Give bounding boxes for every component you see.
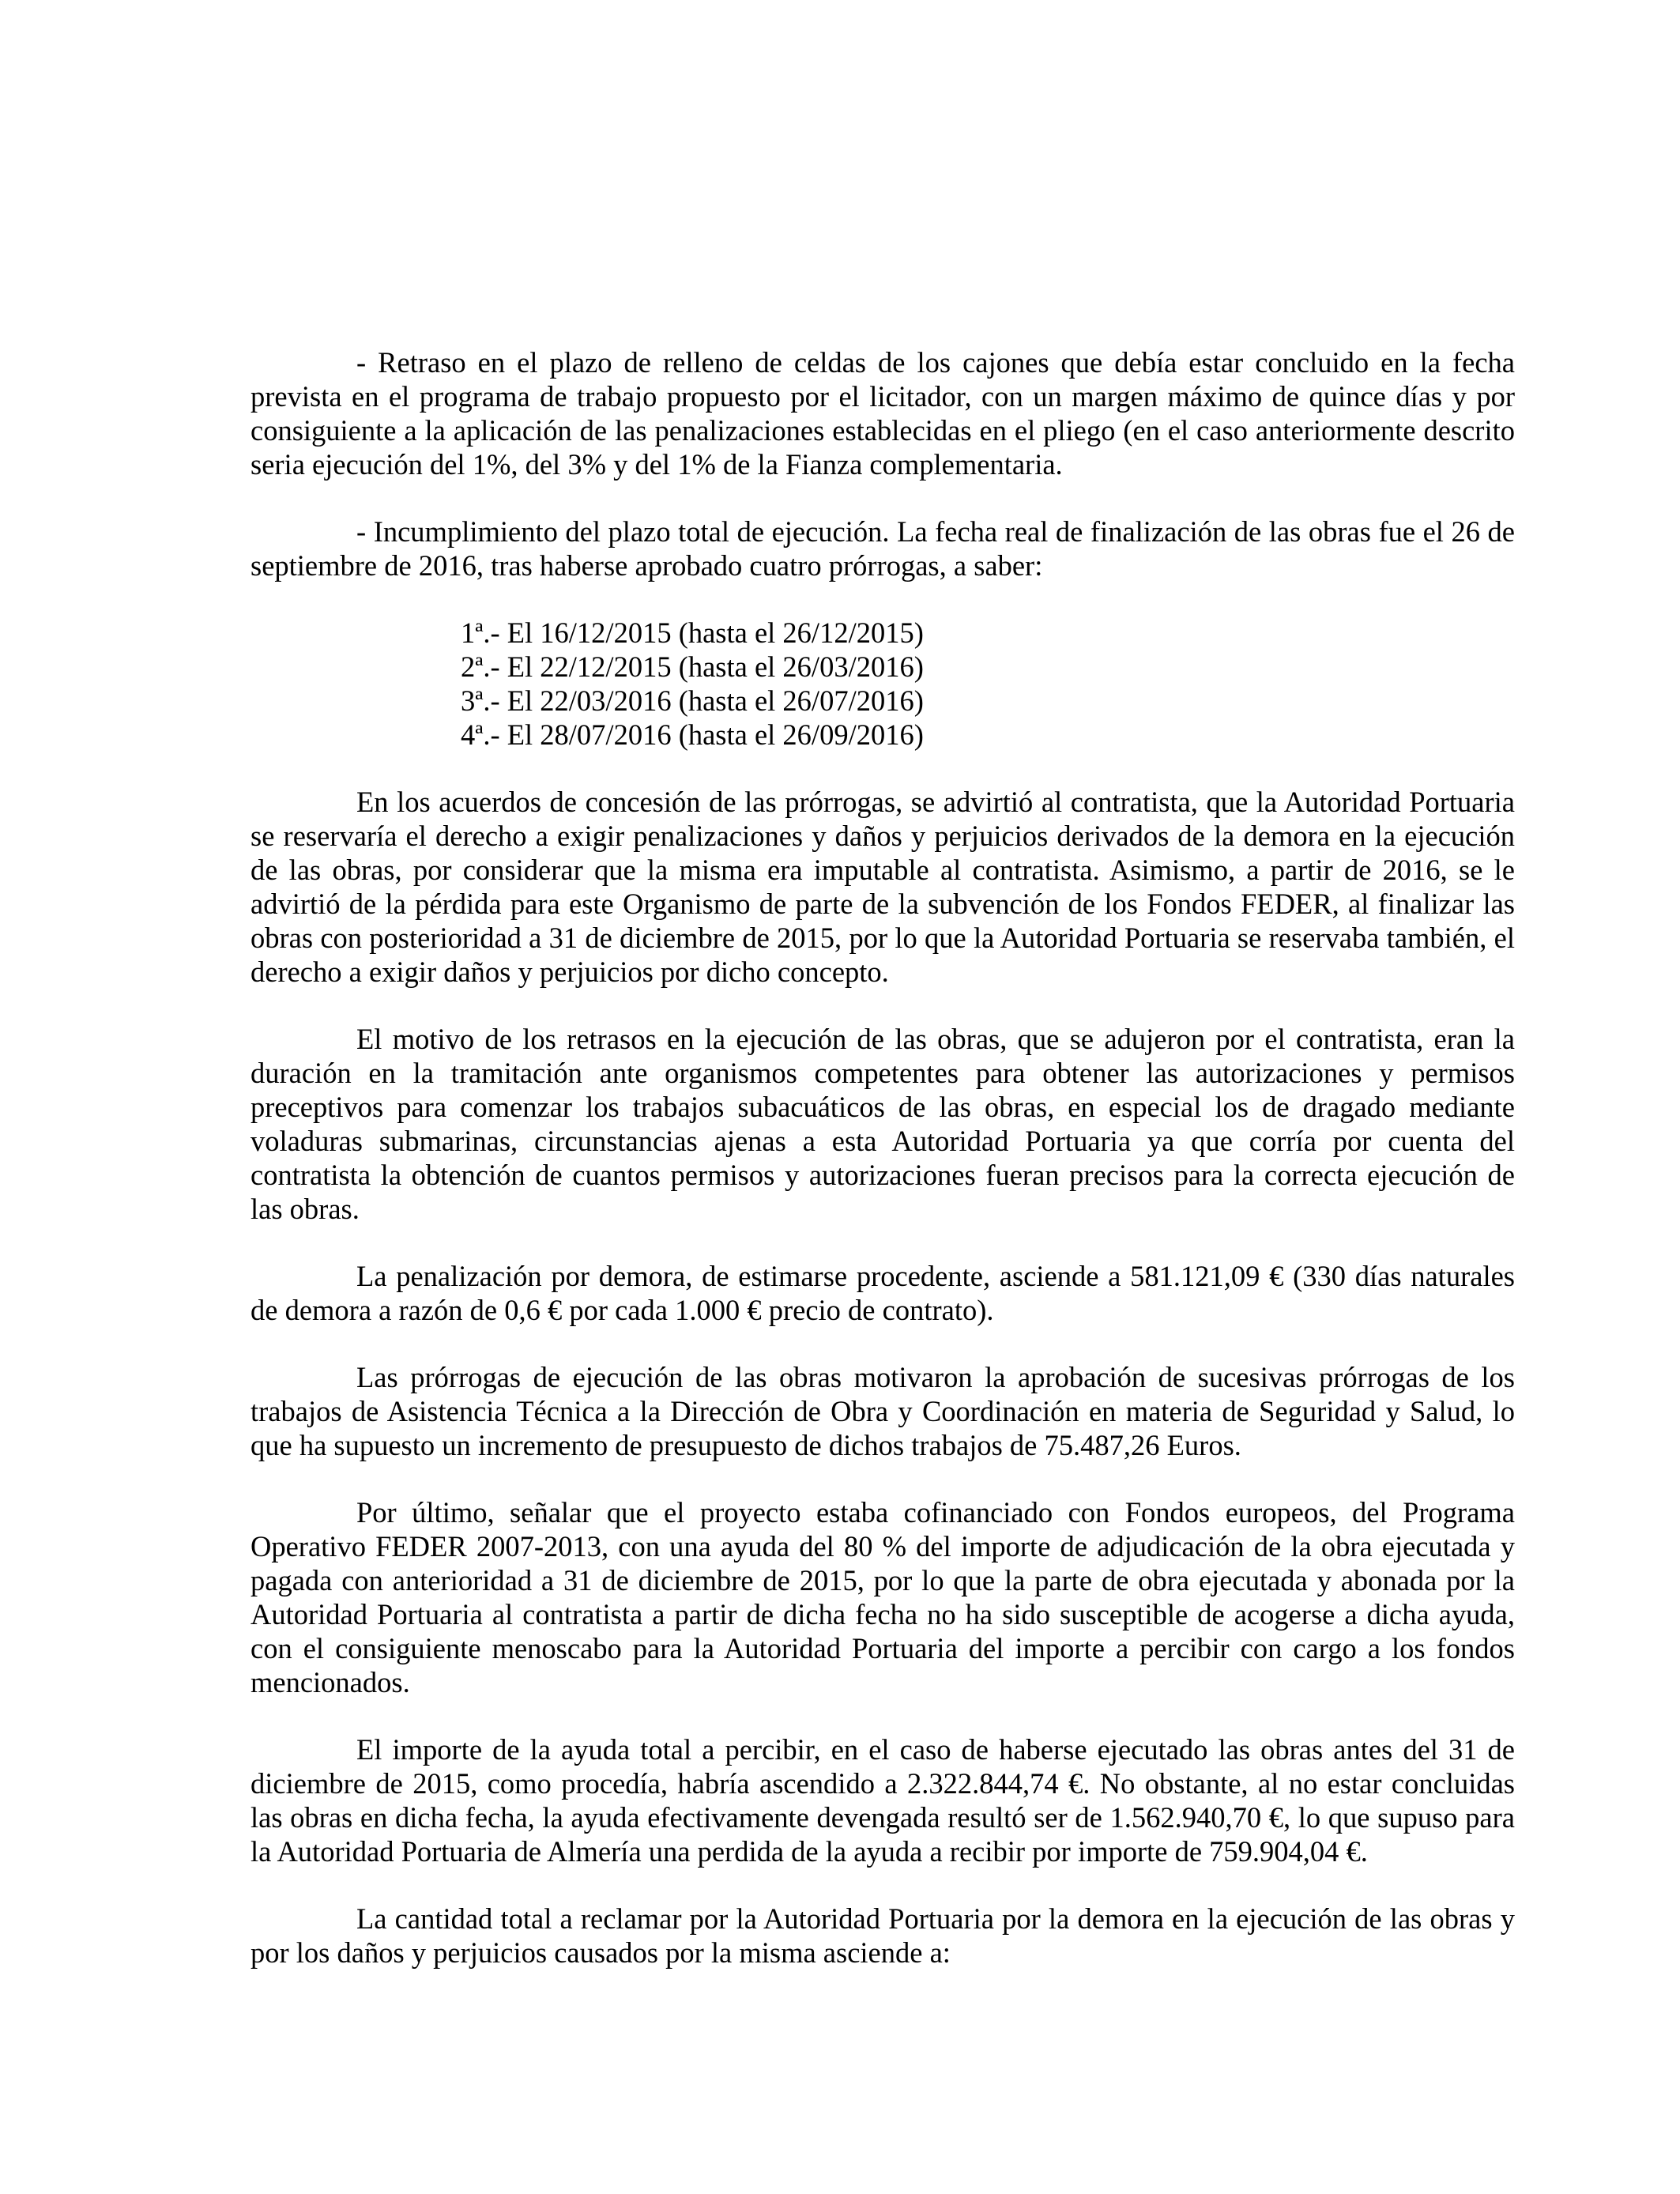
prorroga-item: 4ª.- El 28/07/2016 (hasta el 26/09/2016) (461, 718, 924, 751)
paragraph-penalizacion-demora: La penalización por demora, de estimarse procedente, asciende a 581.121,09 € (330 días naturales de demora a razón de 0,6 € por cada 1.000 € precio de contrato). (250, 1260, 1515, 1326)
paragraph-fondos-feder: Por último, señalar que el proyecto estaba cofinanciado con Fondos europeos, del Programa Operativo FEDER 2007-2013, con una ayuda del 80 % del importe de adjudicación de la obra ejecutada y pagada con anterioridad a 31 de diciembre de 2015, por lo que la parte de obra ejecutada y abonada por la Autoridad Portuaria al contratista a partir de dicha fecha no ha sido susceptible de acogerse a dicha ayuda, con el consiguiente menoscabo para la Autoridad Portuaria del importe a percibir con cargo a los fondos mencionados. (250, 1496, 1515, 1698)
paragraph-acuerdos-prorrogas: En los acuerdos de concesión de las prórrogas, se advirtió al contratista, que la Autoridad Portuaria se reservaría el derecho a exigir penalizaciones y daños y perjuicios derivados de la demora en la ejecución de las obras, por considerar que la misma era imputable al contratista. Asimismo, a partir de 2016, se le advirtió de la pérdida para este Organismo de parte de la subvención de los Fondos FEDER, al finalizar las obras con posterioridad a 31 de diciembre de 2015, por lo que la Autoridad Portuaria se reservaba también, el derecho a exigir daños y perjuicios por dicho concepto. (250, 786, 1515, 988)
paragraph-cantidad-total: La cantidad total a reclamar por la Autoridad Portuaria por la demora en la ejecución de las obras y por los daños y perjuicios causados por la misma asciende a: (250, 1902, 1515, 1969)
paragraph-importe-ayuda: El importe de la ayuda total a percibir, en el caso de haberse ejecutado las obras antes del 31 de diciembre de 2015, como procedía, habría ascendido a 2.322.844,74 €. No obstante, al no estar concluidas las obras en dicha fecha, la ayuda efectivamente devengada resultó ser de 1.562.940,70 €, lo que supuso para la Autoridad Portuaria de Almería una perdida de la ayuda a recibir por importe de 759.904,04 €. (250, 1733, 1515, 1868)
paragraph-incumplimiento-plazo: - Incumplimiento del plazo total de ejecución. La fecha real de finalización de las obras fue el 26 de septiembre de 2016, tras haberse aprobado cuatro prórrogas, a saber: (250, 515, 1515, 582)
paragraph-motivo-retrasos: El motivo de los retrasos en la ejecución de las obras, que se adujeron por el contratista, eran la duración en la tramitación ante organismos competentes para obtener las autorizaciones y permisos preceptivos para comenzar los trabajos subacuáticos de las obras, en especial los de dragado mediante voladuras submarinas, circunstancias ajenas a esta Autoridad Portuaria ya que corría por cuenta del contratista la obtención de cuantos permisos y autorizaciones fueran precisos para la correcta ejecución de las obras. (250, 1023, 1515, 1225)
prorroga-item: 2ª.- El 22/12/2015 (hasta el 26/03/2016) (461, 650, 924, 683)
document-body (250, 345, 1515, 1970)
prorrogas-list (461, 616, 1515, 752)
paragraph-asistencia-tecnica: Las prórrogas de ejecución de las obras motivaron la aprobación de sucesivas prórrogas de los trabajos de Asistencia Técnica a la Dirección de Obra y Coordinación en materia de Seguridad y Salud, lo que ha supuesto un incremento de presupuesto de dichos trabajos de 75.487,26 Euros. (250, 1361, 1515, 1461)
prorroga-item: 1ª.- El 16/12/2015 (hasta el 26/12/2015) (461, 616, 924, 649)
paragraph-retraso-relleno: - Retraso en el plazo de relleno de celdas de los cajones que debía estar concluido en la fecha prevista en el programa de trabajo propuesto por el licitador, con un margen máximo de quince días y por consiguiente a la aplicación de las penalizaciones establecidas en el pliego (en el caso anteriormente descrito seria ejecución del 1%, del 3% y del 1% de la Fianza complementaria. (250, 346, 1515, 481)
prorroga-item: 3ª.- El 22/03/2016 (hasta el 26/07/2016) (461, 684, 924, 717)
